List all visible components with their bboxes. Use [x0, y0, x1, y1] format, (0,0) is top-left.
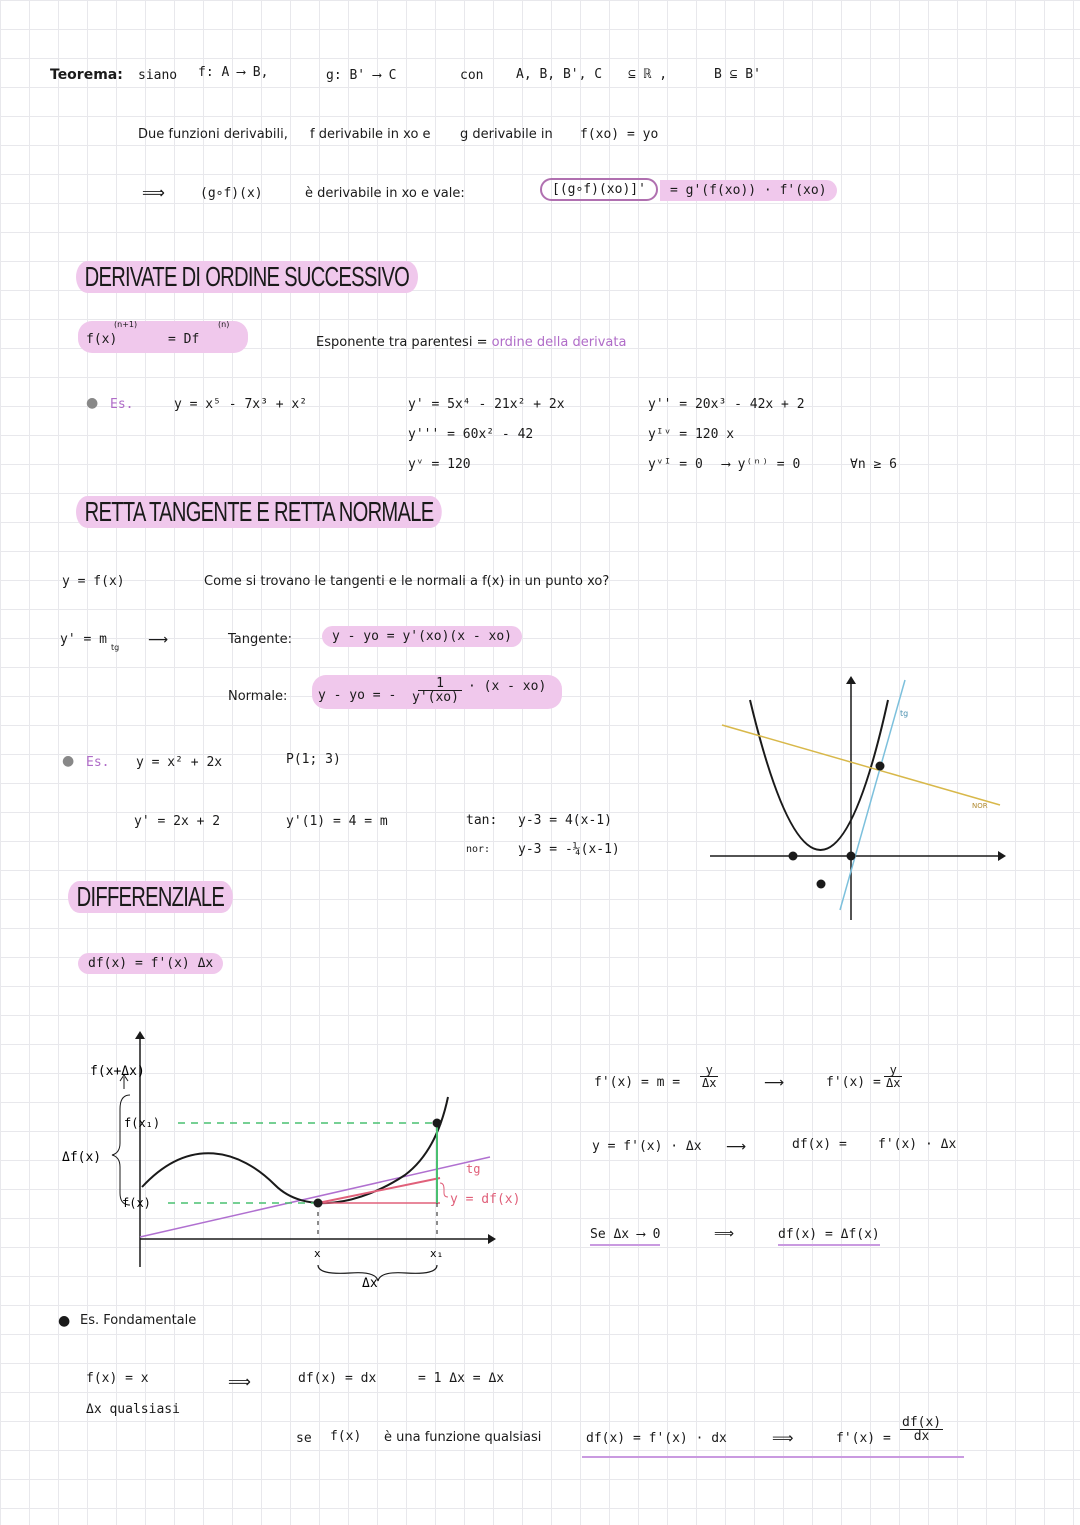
es-fondamentale: Es. Fondamentale	[80, 1313, 197, 1328]
tangent-normal-graph	[700, 670, 1010, 930]
x-axis-arrow-icon	[998, 851, 1006, 861]
vertex-point	[817, 880, 826, 889]
normal-formula	[312, 675, 562, 709]
parabola-curve	[750, 700, 888, 850]
label-dx: Δx	[362, 1276, 378, 1291]
note-part-b: ordine della derivata	[491, 335, 627, 350]
diff-r2-arrow: ⟶	[726, 1139, 747, 1155]
se-text: è una funzione qualsiasi	[384, 1430, 542, 1445]
label-fx: f(x)	[122, 1196, 151, 1210]
diff-r3-b: df(x) = Δf(x)	[778, 1228, 880, 1246]
diff-r1-b: f'(x) =	[826, 1075, 881, 1090]
theorem-line2-d: f(xo) = yo	[580, 127, 659, 142]
theorem-deriv-text: è derivabile in xo e vale:	[305, 186, 465, 201]
ef-2: Δx qualsiasi	[86, 1402, 180, 1417]
label-fx1: f(x₁)	[124, 1116, 161, 1130]
tg-label: tg	[900, 709, 909, 718]
label-fxdx: f(x+Δx)	[90, 1064, 145, 1079]
retta-point: P(1; 3)	[286, 752, 341, 767]
root-point-left	[789, 852, 798, 861]
retta-deriv: y' = 2x + 2	[134, 814, 221, 829]
diff-r3-a: Se Δx ⟶ 0	[590, 1228, 660, 1246]
ef-4: = 1 Δx = Δx	[418, 1371, 505, 1386]
derivate-notation	[78, 321, 248, 353]
theorem-formula-right: = g'(f(xo)) · f'(xo)	[660, 180, 837, 201]
se-fx: f(x)	[330, 1429, 362, 1444]
derivate-d1: y' = 5x⁴ - 21x² + 2x	[408, 397, 565, 412]
retta-slope: y'(1) = 4 = m	[286, 814, 388, 829]
derivate-forall: ∀n ≥ 6	[850, 457, 897, 472]
derivate-d3: y''' = 60x² - 42	[408, 427, 534, 442]
differential-def: df(x) = f'(x) Δx	[78, 953, 223, 974]
ef-3: df(x) = dx	[298, 1371, 377, 1386]
final-left: df(x) = f'(x) · dx	[586, 1431, 727, 1446]
retta-y-prime-sub: tg	[111, 643, 120, 652]
section-title-derivate: DERIVATE DI ORDINE SUCCESSIVO	[76, 261, 418, 293]
derivate-func: y = x⁵ - 7x³ + x²	[174, 397, 308, 412]
diff-r3-arrow: ⟹	[714, 1226, 735, 1242]
normal-frac-num: 1	[418, 677, 462, 691]
theorem-line2-a: Due funzioni derivabili,	[138, 127, 288, 142]
y-axis-arrow-icon	[846, 676, 856, 684]
section-title-retta: RETTA TANGENTE E RETTA NORMALE	[76, 496, 442, 528]
section-title-differenziale: DIFFERENZIALE	[68, 881, 233, 913]
point-x	[314, 1199, 323, 1208]
notation-right: = Df	[168, 332, 200, 347]
point-x1	[433, 1119, 442, 1128]
theorem-line2-b: f derivabile in xo e	[310, 127, 431, 142]
x-axis-arrow-icon	[488, 1234, 496, 1244]
normal-frac-den: y'(xo)	[412, 690, 459, 705]
derivate-note	[316, 336, 626, 349]
root-point-origin	[847, 852, 856, 861]
diff-r1-frac-b	[884, 1064, 902, 1089]
tangent-formula: y - yo = y'(xo)(x - xo)	[322, 626, 522, 647]
differential-graph	[60, 1025, 521, 1295]
dy-brace	[440, 1183, 448, 1197]
frac-num: y	[700, 1064, 718, 1077]
frac-den: Δx	[702, 1076, 717, 1090]
diff-r2-c: f'(x) · Δx	[878, 1137, 957, 1152]
theorem-con: con	[460, 68, 484, 83]
retta-tan-label: tan:	[466, 813, 498, 828]
derivate-d2: y'' = 20x³ - 42x + 2	[648, 397, 805, 412]
notation-left-sup: (n+1)	[114, 320, 138, 329]
retta-nor-eq: y-3 = -¼(x-1)	[518, 842, 620, 857]
label-x1: x₁	[430, 1247, 444, 1260]
se-label: se	[296, 1431, 312, 1446]
theorem-f-def: f: A ⟶ B,	[198, 65, 269, 80]
theorem-g-def: g: B' ⟶ C	[326, 68, 397, 83]
ef-1: f(x) = x	[86, 1371, 149, 1386]
retta-y-prime: y' = m	[60, 632, 107, 647]
tangent-line	[840, 680, 905, 910]
frac-den: dx	[913, 1429, 930, 1444]
final-arrow: ⟹	[772, 1429, 794, 1447]
retta-tan-eq: y-3 = 4(x-1)	[518, 813, 612, 828]
derivate-d5: yᵛ = 120	[408, 457, 471, 472]
notation-left: f(x)	[86, 332, 118, 347]
theorem-gof: (g∘f)(x)	[200, 186, 263, 201]
derivate-es: Es.	[110, 397, 134, 412]
frac-den: Δx	[886, 1076, 901, 1090]
final-right: f'(x) =	[836, 1431, 891, 1446]
retta-es: Es.	[86, 755, 110, 770]
tangency-point	[876, 762, 885, 771]
theorem-b-sub: B ⊆ B'	[714, 67, 761, 82]
derivate-d6: yᵛᴵ = 0	[648, 457, 703, 472]
final-frac	[900, 1416, 943, 1443]
ef-arrow: ⟹	[228, 1372, 251, 1391]
diff-r1-a: f'(x) = m =	[594, 1075, 681, 1090]
note-part-a: Esponente tra parentesi =	[316, 335, 488, 350]
diff-r1-frac	[700, 1064, 718, 1089]
theorem-label: Teorema:	[50, 67, 123, 83]
delta-f-brace	[112, 1095, 130, 1205]
normal-label: Normale:	[228, 689, 288, 704]
retta-func: y = x² + 2x	[136, 755, 223, 770]
normal-formula-right: · (x - xo)	[468, 679, 547, 694]
normal-formula-left: y - yo = -	[318, 688, 397, 703]
normal-line	[722, 725, 1000, 805]
label-dy: y = df(x)	[450, 1192, 521, 1207]
y-axis-arrow-icon	[135, 1031, 145, 1039]
retta-arrow: ⟶	[148, 632, 169, 648]
notation-right-sup: (n)	[218, 320, 230, 329]
frac-num: y	[884, 1064, 902, 1077]
retta-question: Come si trovano le tangenti e le normali a f(x) in un punto xo?	[204, 574, 610, 589]
diff-r2-a: y = f'(x) · Δx	[592, 1139, 702, 1154]
nor-label: NOR	[972, 802, 988, 810]
diff-r1-arrow: ⟶	[764, 1075, 785, 1091]
tangent-label: Tangente:	[228, 632, 292, 647]
theorem-implies: ⟹	[142, 183, 165, 202]
derivate-d4: yᴵᵛ = 120 x	[648, 427, 735, 442]
theorem-formula-left: [(g∘f)(xo)]'	[540, 178, 658, 201]
theorem-subset-r: ⊆ ℝ ,	[628, 67, 668, 82]
bullet-icon: ●	[86, 395, 99, 411]
label-tg: tg	[466, 1162, 481, 1176]
theorem-sets: A, B, B', C	[516, 67, 603, 82]
bullet-icon: ●	[58, 1313, 71, 1329]
diff-r2-b: df(x) =	[792, 1137, 847, 1152]
theorem-siano: siano	[138, 68, 178, 83]
theorem-line2-c: g derivabile in	[460, 127, 553, 142]
bullet-icon: ●	[62, 753, 75, 769]
label-x: x	[314, 1247, 321, 1260]
derivate-dn: ⟶ y⁽ⁿ⁾ = 0	[722, 457, 801, 472]
frac-num: df(x)	[902, 1415, 942, 1430]
function-curve	[142, 1097, 448, 1203]
label-delta-fx: Δf(x)	[62, 1150, 102, 1165]
retta-nor-label: nor:	[466, 844, 491, 855]
final-formula-row	[582, 1415, 964, 1458]
retta-y-fx: y = f(x)	[62, 574, 125, 589]
